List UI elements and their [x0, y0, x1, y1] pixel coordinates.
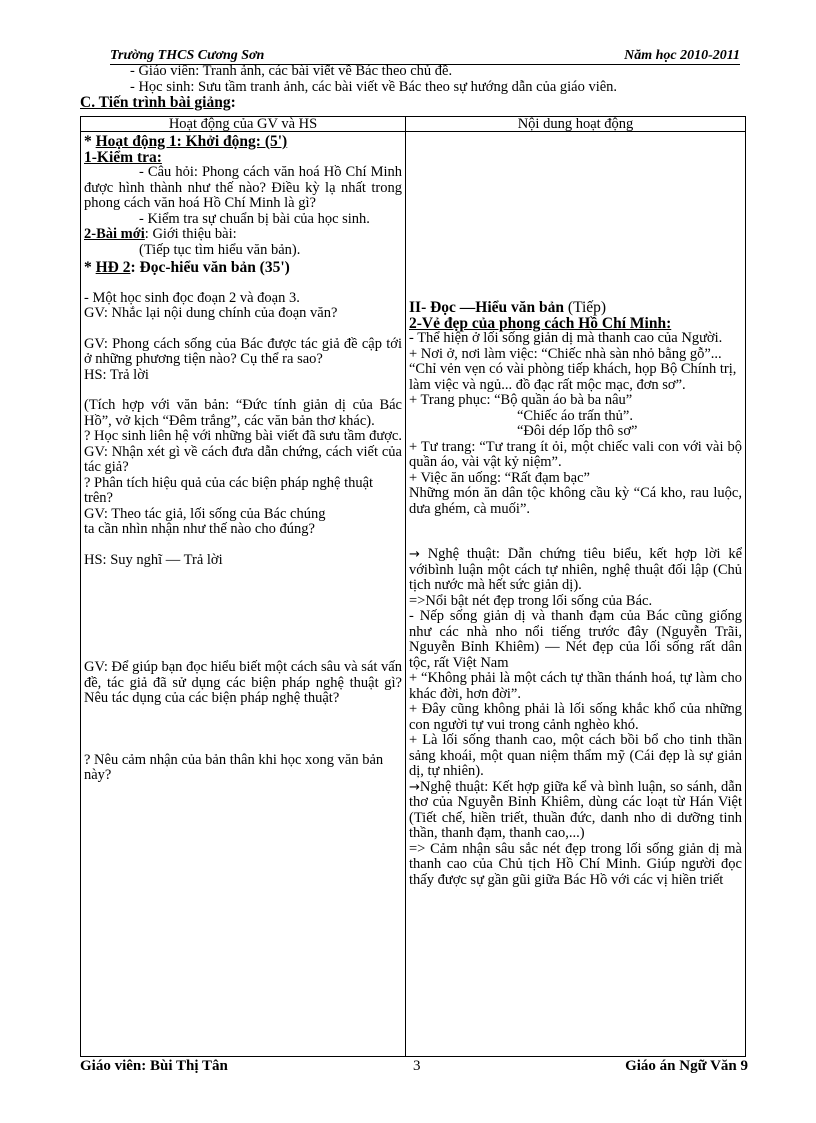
check-preparation: - Kiểm tra sự chuẩn bị bài của học sinh.	[139, 210, 370, 227]
arrow-right-icon: →	[409, 779, 420, 795]
new-lesson-line: 2-Bài mới: Giới thiệu bài:	[84, 226, 237, 242]
student-prep-line: - Học sinh: Sưu tầm tranh ảnh, các bài viết về Bác theo sự hướng dẫn của giáo viên.	[130, 79, 618, 95]
right-line-8: Những món ăn dân tộc không cầu kỳ “Cá kho, rau luộc, dưa ghém, cà muối”.	[409, 485, 742, 517]
right-line-2: + Nơi ở, nơi làm việc: “Chiếc nhà sàn nhỏ bằng gỗ”... “Chỉ vẻn vẹn có vài phòng tiếp khách, họp Bộ Chính trị, làm việc và ngủ... đồ đạc rất mộc mạc, đơn sơ”.	[409, 345, 737, 393]
left-line-12: GV: Để giúp bạn đọc hiểu biết một cách sâu và sát vấn đề, tác giả đã sử dụng các biện pháp nghệ thuật gì? Nêu tác dụng của các biện pháp nghệ thuật?	[84, 659, 402, 706]
lesson-table	[80, 116, 746, 1057]
right-line-6: + Tư trang: “Tư trang ít ỏi, một chiếc vali con với vài bộ quần áo, vài vật kỷ niệm”.	[409, 438, 742, 470]
left-line-5: (Tích hợp với văn bản: “Đức tính giản dị của Bác Hồ”, vở kịch “Đêm trắng”, các văn bản thơ khác).	[84, 397, 402, 429]
left-line-3: GV: Phong cách sống của Bác được tác giả đề cập tới ở những phương tiện nào? Cụ thể ra sao?	[84, 335, 402, 367]
right-line-10: =>Nổi bật nét đẹp trong lối sống của Bác.	[409, 592, 653, 609]
school-name: Trường THCS Cương Sơn	[110, 48, 265, 63]
section-c-heading: C. Tiến trình bài giảng:	[80, 94, 236, 111]
arrow-right-icon: →	[409, 547, 420, 562]
activity-1-heading: * Hoạt động 1: Khởi động: (5')	[84, 133, 288, 150]
right-line-4: “Chiếc áo trấn thủ”.	[517, 407, 633, 424]
right-line-1: - Thể hiện ở lối sống giản dị mà thanh cao của Người.	[409, 330, 723, 346]
left-line-2: GV: Nhắc lại nội dung chính của đoạn văn?	[84, 305, 338, 321]
footer-subject: Giáo án Ngữ Văn 9	[625, 1058, 748, 1074]
right-line-14: + Là lối sống thanh cao, một cách bồi bổ cho tinh thần sảng khoái, một quan niệm thẩm mỹ (Cái đẹp là sự giản dị, tự nhiên).	[409, 732, 742, 779]
check-question: - Câu hỏi: Phong cách văn hoá Hồ Chí Minh được hình thành như thế nào? Điều kỳ lạ nhất trong phong cách văn hoá Hồ Chí Minh là gì?	[84, 164, 402, 211]
left-line-10: ta cần nhìn nhận như thế nào cho đúng?	[84, 521, 315, 537]
left-line-7: GV: Nhận xét gì về cách đưa dẫn chứng, cách viết của tác giả?	[84, 443, 402, 475]
col-header-content: Nội dung hoạt động	[406, 117, 746, 132]
left-line-4: HS: Trả lời	[84, 366, 149, 383]
right-line-9: → Nghệ thuật: Dẫn chứng tiêu biểu, kết hợp lời kể vớibình luận một cách tự nhiên, nghệ thuật đối lập (Chủ tịch nước mà hết sức giản dị).	[409, 546, 742, 593]
right-line-11: - Nếp sống giản dị và thanh đạm của Bác cũng giống như các nhà nho nổi tiếng trước đây (Nguyễn Trãi, Nguyễn Bỉnh Khiêm) — Nét đẹp của lối sống rất dân tộc, rất Việt Nam	[409, 608, 742, 671]
content-cell	[406, 132, 746, 1057]
left-line-8: ? Phân tích hiệu quả của các biện pháp nghệ thuật trên?	[84, 474, 374, 506]
col-header-activities: Hoạt động của GV và HS	[81, 117, 406, 132]
left-line-13: ? Nêu cảm nhận của bản thân khi học xong văn bản này?	[84, 751, 384, 783]
right-line-16: => Cảm nhận sâu sắc nét đẹp trong lối sống giản dị mà thanh cao của Chủ tịch Hồ Chí Minh. Giúp người đọc thấy được sự gần gũi giữa Bác Hồ với các vị hiền triết	[409, 840, 742, 888]
new-lesson-intro: (Tiếp tục tìm hiểu văn bản).	[139, 241, 301, 258]
check-heading: 1-Kiểm tra:	[84, 148, 162, 166]
page-number: 3	[413, 1058, 421, 1074]
left-line-9: GV: Theo tác giả, lối sống của Bác chúng	[84, 505, 326, 522]
right-line-7: + Việc ăn uống: “Rất đạm bạc”	[409, 469, 590, 486]
right-line-5: “Đôi dép lốp thô sơ”	[517, 423, 638, 439]
right-line-3: + Trang phục: “Bộ quần áo bà ba nâu”	[409, 392, 633, 408]
left-line-1: - Một học sinh đọc đoạn 2 và đoạn 3.	[84, 289, 300, 306]
activity-2-heading: * HĐ 2: Đọc-hiểu văn bản (35')	[84, 259, 290, 276]
preparation-block	[80, 63, 740, 111]
activities-cell	[81, 132, 406, 1057]
school-year: Năm học 2010-2011	[624, 48, 740, 63]
footer-teacher: Giáo viên: Bùi Thị Tân	[80, 1058, 228, 1074]
right-line-12: + “Không phải là một cách tự thần thánh hoá, tự làm cho khác đời, hơn đời”.	[409, 670, 742, 702]
left-line-6: ? Học sinh liên hệ với những bài viết đã sưu tầm được.	[84, 428, 402, 444]
right-line-13: + Đây cũng không phải là lối sống khắc khổ của những con người tự vui trong cảnh nghèo khó.	[409, 701, 742, 733]
beauty-heading: 2-Vẻ đẹp của phong cách Hồ Chí Minh:	[409, 314, 672, 332]
reading-heading: II- Đọc —Hiểu văn bản (Tiếp)	[409, 299, 607, 316]
teacher-prep-line: - Giáo viên: Tranh ảnh, các bài viết về Bác theo chủ đề.	[130, 63, 453, 79]
left-line-11: HS: Suy nghĩ — Trả lời	[84, 551, 223, 568]
right-line-15: →Nghệ thuật: Kết hợp giữa kể và bình luận, so sánh, dẫn thơ của Nguyễn Bỉnh Khiêm, dùng các loạt từ Hán Việt (Tiết chế, hiền triết, thuần đức, danh nho di dưỡng tinh thần, thanh đạm, thanh cao,...)	[409, 778, 742, 841]
